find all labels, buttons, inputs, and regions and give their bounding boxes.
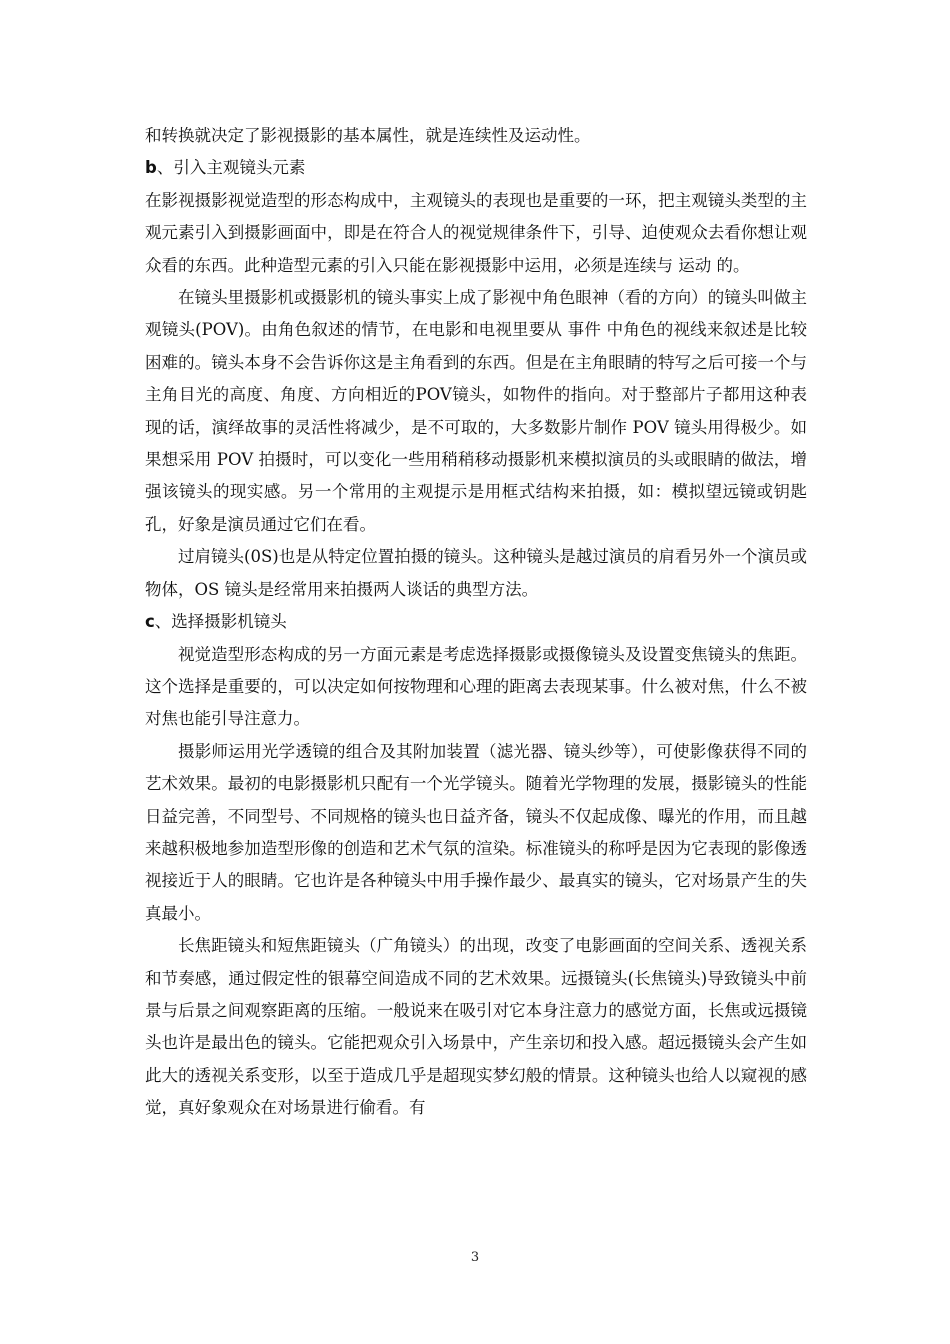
body-paragraph: 在影视摄影视觉造型的形态构成中，主观镜头的表现也是重要的一环，把主观镜头类型的主观元素引入到摄影画面中，即是在符合人的视觉规律条件下，引导、迫使观众去看你想让观众看的东西。此种造型元素的引入只能在影视摄影中运用，必须是连续与 运动 的。: [145, 190, 807, 275]
page-body: [145, 120, 807, 1125]
body-paragraph: 长焦距镜头和短焦距镜头（广角镜头）的出现，改变了电影画面的空间关系、透视关系和节奏感，通过假定性的银幕空间造成不同的艺术效果。远摄镜头(长焦镜头)导致镜头中前景与后景之间观察距离的压缩。一般说来在吸引对它本身注意力的感觉方面，长焦或远摄镜头也许是最出色的镜头。它能把观众引入场景中，产生亲切和投入感。超远摄镜头会产生如此大的透视关系变形，以至于造成几乎是超现实梦幻般的情景。这种镜头也给人以窥视的感觉，真好象观众在对场景进行偷看。有: [145, 936, 807, 1118]
section-letter: c: [145, 612, 155, 632]
body-paragraph: 视觉造型形态构成的另一方面元素是考虑选择摄影或摄像镜头及设置变焦镜头的焦距。这个选择是重要的，可以决定如何按物理和心理的距离去表现某事。什么被对焦，什么不被对焦也能引导注意力。: [145, 644, 807, 729]
section-letter: b: [145, 158, 157, 178]
page-number: 3: [470, 1250, 480, 1265]
body-paragraph: 和转换就决定了影视摄影的基本属性，就是连续性及运动性。: [145, 126, 591, 145]
body-paragraph: 过肩镜头(0S)也是从特定位置拍摄的镜头。这种镜头是越过演员的肩看另外一个演员或物体，OS 镜头是经常用来拍摄两人谈话的典型方法。: [145, 547, 807, 599]
section-heading: [145, 606, 807, 638]
section-heading-text: 、引入主观镜头元素: [156, 158, 306, 178]
body-paragraph: 在镜头里摄影机或摄影机的镜头事实上成了影视中角色眼神（看的方向）的镜头叫做主观镜头(POV)。由角色叙述的情节，在电影和电视里要从 事件 中角色的视线来叙述是比较困难的。镜头本身不会告诉你这是主角看到的东西。但是在主角眼睛的特写之后可接一个与主角目光的高度、角度、方向相近的POV镜头，如物件的指向。对于整部片子都用这种表现的话，演绎故事的灵活性将减少，是不可取的，大多数影片制作 POV 镜头用得极少。如果想采用 POV 拍摄时，可以变化一些用稍稍移动摄影机来模拟演员的头或眼睛的做法，增强该镜头的现实感。另一个常用的主观提示是用框式结构来拍摄，如：模拟望远镜或钥匙孔，好象是演员通过它们在看。: [145, 288, 807, 534]
section-heading: [145, 152, 807, 184]
section-heading-text: 、选择摄影机镜头: [154, 612, 287, 632]
body-paragraph: 摄影师运用光学透镜的组合及其附加装置（滤光器、镜头纱等），可使影像获得不同的艺术效果。最初的电影摄影机只配有一个光学镜头。随着光学物理的发展，摄影镜头的性能日益完善，不同型号、不同规格的镜头也日益齐备，镜头不仅起成像、曝光的作用，而且越来越积极地参加造型形像的创造和艺术气氛的渲染。标准镜头的称呼是因为它表现的影像透视接近于人的眼睛。它也许是各种镜头中用手操作最少、最真实的镜头，它对场景产生的失真最小。: [145, 741, 807, 923]
